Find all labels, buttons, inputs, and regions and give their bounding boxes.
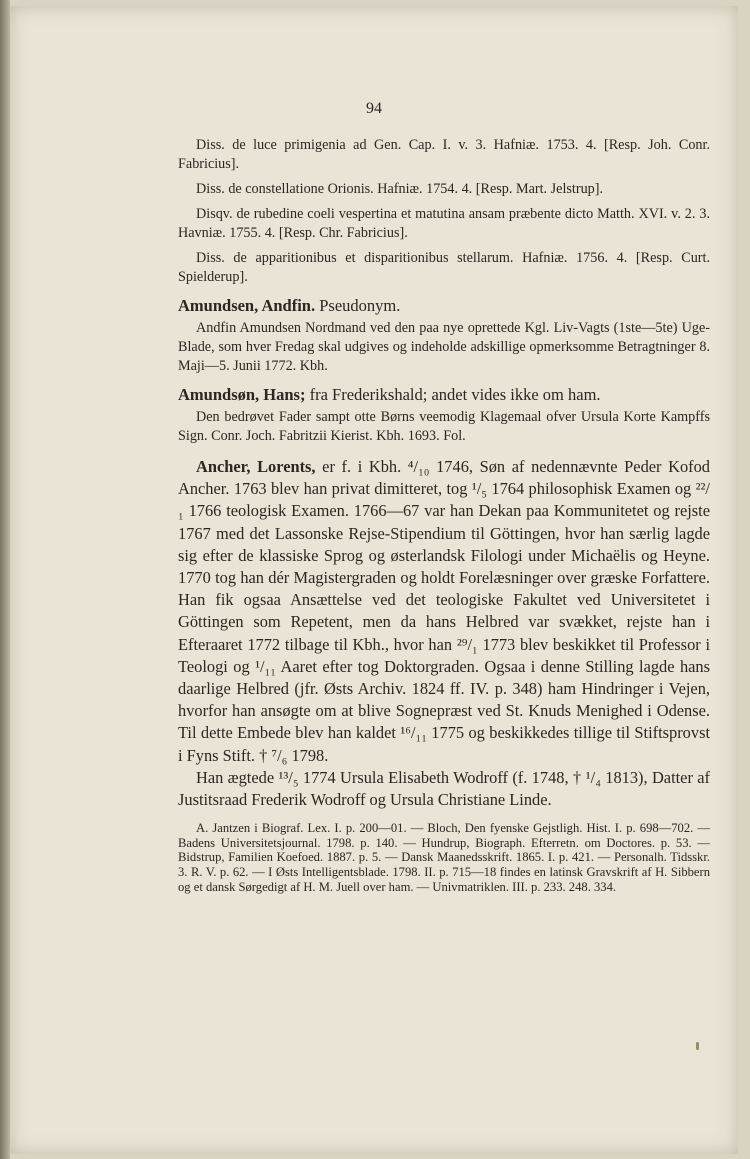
references — [178, 821, 710, 894]
list-item: Diss. de luce primigenia ad Gen. Cap. I. v. 3. Hafniæ. 1753. 4. [Resp. Joh. Conr. Fabricius]. — [178, 137, 710, 172]
entry-name: Ancher, Lorents, — [196, 457, 316, 476]
page-content — [178, 136, 710, 894]
entry-body-amundson-hans — [178, 408, 710, 446]
paper-blemish — [696, 1042, 699, 1050]
entry-text: Andfin Amundsen Nordmand ved den paa nye oprettede Kgl. Liv-Vagts (1ste—5te) Uge-Blade, som hver Fredag skal udgives og indeholde adskillige opmerksomme Betragtninger 8. Maji—5. Junii 1772. Kbh. — [178, 320, 710, 374]
entry-name: Amundsen, Andfin. — [178, 296, 316, 315]
entry-paragraph: Han ægtede ¹³/₅ 1774 Ursula Elisabeth Wodroff (f. 1748, † ¹/₄ 1813), Datter af Justitsraad Frederik Wodroff og Ursula Christiane Linde. — [178, 767, 710, 810]
entry-paragraph — [178, 456, 710, 767]
page-number: 94 — [366, 100, 382, 117]
list-item: Disqv. de rubedine coeli vespertina et matutina ansam præbente dicto Matth. XVI. v. 2. 3. Havniæ. 1755. 4. [Resp. Chr. Fabricius]. — [178, 206, 710, 241]
entry-heading-amundson-hans — [178, 384, 710, 406]
dissertation-list — [178, 136, 710, 287]
entry-ancher — [178, 456, 710, 811]
book-spine-edge — [0, 0, 10, 1159]
entry-text: er f. i Kbh. ⁴/₁₀ 1746, Søn af nedennævnte Peder Kofod Ancher. 1763 blev han privat dimitteret, tog ¹/₅ 1764 philosophisk Examen og ²²/₁ 1766 teologisk Examen. 1766—67 var han Dekan paa Kommunitetet og rejste 1767 med det Lassonske Rejse-Stipendium til Göttingen, hvor han særlig lagde sig efter de klassiske Sprog og østerlandsk Filologi under Michaëlis og Heyne. 1770 tog han dér Magistergraden og holdt Forelæsninger over græske Forfattere. Han fik ogsaa Ansættelse ved det teologiske Fakultet ved Universitetet i Göttingen som Repetent, men da hans Helbred var svækket, rejste han i Efteraaret 1772 tilbage til Kbh., hvor han ²⁹/₁ 1773 blev beskikket til Professor i Teologi og ¹/₁₁ Aaret efter tog Doktorgraden. Ogsaa i denne Stilling lagde hans daarlige Helbred (jfr. Østs Archiv. 1824 ff. IV. p. 348) ham Hindringer i Vejen, hvorfor han ansøgte om at blive Sognepræst ved St. Knuds Menighed i Odense. Til dette Embede blev han kaldet ¹⁶/₁₁ 1775 og beskikkedes tillige til Stiftsprovst i Fyns Stift. † ⁷/₆ 1798. — [178, 457, 710, 765]
list-item: Diss. de constellatione Orionis. Hafniæ. 1754. 4. [Resp. Mart. Jelstrup]. — [196, 181, 604, 197]
entry-name: Amundsøn, Hans; — [178, 385, 306, 404]
entry-body-amundsen-andfin — [178, 319, 710, 376]
book-page — [10, 6, 738, 1154]
references-text: A. Jantzen i Biograf. Lex. I. p. 200—01. — Bloch, Den fyenske Gejstligh. Hist. I. p. 698—702. — Badens Universitetsjournal. 1798. p. 140. — Hundrup, Biograph. Efterretn. om Doctores. p. 53. — Bidstrup, Familien Koefoed. 1887. p. 5. — Dansk Maanedsskrift. 1865. I. p. 421. — Personalh. Tidsskr. 3. R. V. p. 62. — I Østs Intelligentsblade. 1798. II. p. 715—18 findes en latinsk Gravskrift af H. Sibbern og et dansk Sørgedigt af H. M. Juell over ham. — Univmatriklen. III. p. 233. 248. 334. — [178, 821, 710, 894]
entry-note: Pseudonym. — [319, 296, 401, 315]
entry-text: Den bedrøvet Fader sampt otte Børns veemodig Klagemaal ofver Ursula Korte Kampffs Sign. Conr. Joch. Fabritzii Kierist. Kbh. 1693. Fol. — [178, 409, 710, 444]
entry-note: fra Frederikshald; andet vides ikke om ham. — [309, 385, 601, 404]
entry-heading-amundsen-andfin — [178, 295, 710, 317]
list-item: Diss. de apparitionibus et disparitionibus stellarum. Hafniæ. 1756. 4. [Resp. Curt. Spielderup]. — [178, 250, 710, 285]
